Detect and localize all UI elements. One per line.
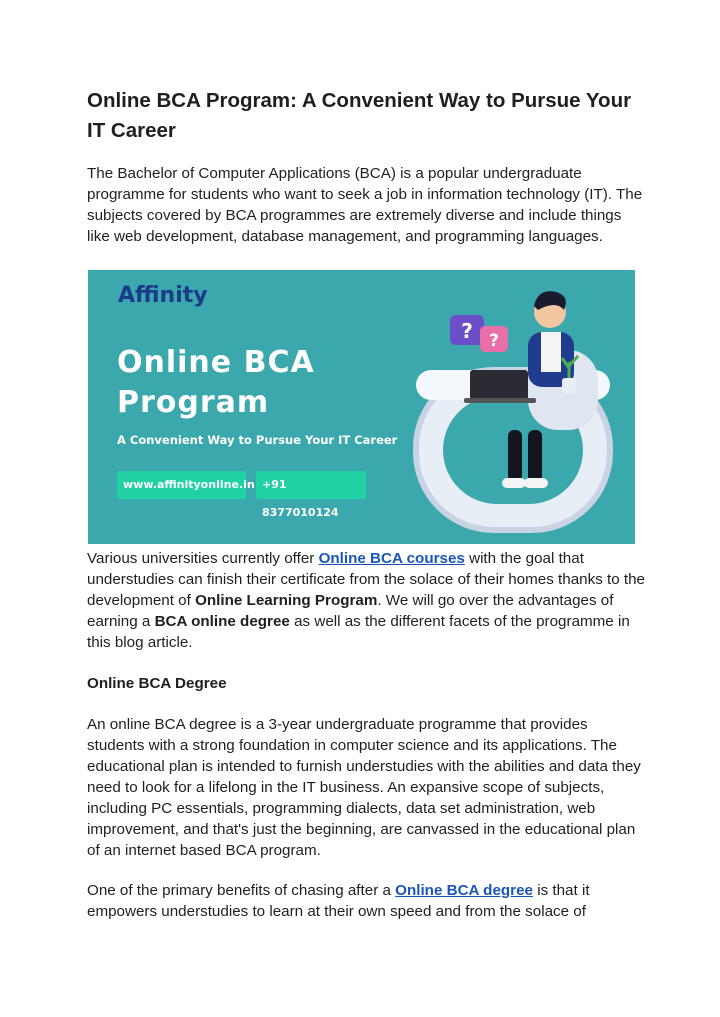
paragraph-universities — [87, 548, 647, 653]
svg-text:?: ? — [461, 319, 473, 343]
online-bca-degree-link[interactable]: Online BCA degree — [395, 882, 533, 899]
banner-title-line2: Program — [117, 385, 270, 420]
website-pill: www.affinityonline.in — [117, 471, 246, 499]
paragraph-degree: An online BCA degree is a 3-year undergraduate programme that provides students with a strong foundation in computer science and its applications. The educational plan is intended to furnish understudies with the abilities and data they need to look for a lifelong in the IT business. An expansive scope of subjects, including PC essentials, programming dialects, data set administration, web improvement, and that's just the beginning, are canvassed in the educational plan of an internet based BCA program. — [87, 716, 641, 859]
paragraph-benefits — [87, 880, 647, 922]
phone-pill: +91 8377010124 — [256, 471, 366, 499]
intro-paragraph: The Bachelor of Computer Applications (BCA) is a popular undergraduate programme for students who want to seek a job in information technology (IT). The subjects covered by BCA programmes are extremely diverse and include things like web development, database management, and programming languages. — [87, 165, 643, 245]
page-title: Online BCA Program: A Convenient Way to Pursue Your IT Career — [87, 89, 632, 142]
affinity-logo — [118, 283, 208, 308]
text-span: One of the primary benefits of chasing after a — [87, 882, 396, 899]
text-span: with the goal that understudies can finish their certificate from the solace of their homes thanks to the development of — [87, 550, 646, 609]
logo-text: Affinity — [118, 283, 208, 308]
banner-title-line1: Online BCA — [117, 345, 315, 380]
section-heading: Online BCA Degree — [87, 675, 227, 692]
bold-online-learning-program: Online Learning Program — [195, 592, 378, 609]
student-laptop-illustration — [388, 270, 635, 544]
text-span: . We will go over the advantages of earning a — [87, 592, 614, 630]
text-span: as well as the different facets of the programme in this blog article. — [87, 613, 630, 651]
text-span: Various universities currently offer — [87, 550, 319, 567]
banner-subtitle: A Convenient Way to Pursue Your IT Career — [117, 433, 398, 447]
bold-bca-online-degree: BCA online degree — [154, 613, 290, 630]
text-span: is that it empowers understudies to learn at their own speed and from the solace of — [87, 882, 590, 920]
svg-text:?: ? — [489, 331, 499, 351]
banner-image — [88, 270, 635, 544]
online-bca-courses-link[interactable]: Online BCA courses — [318, 550, 465, 567]
